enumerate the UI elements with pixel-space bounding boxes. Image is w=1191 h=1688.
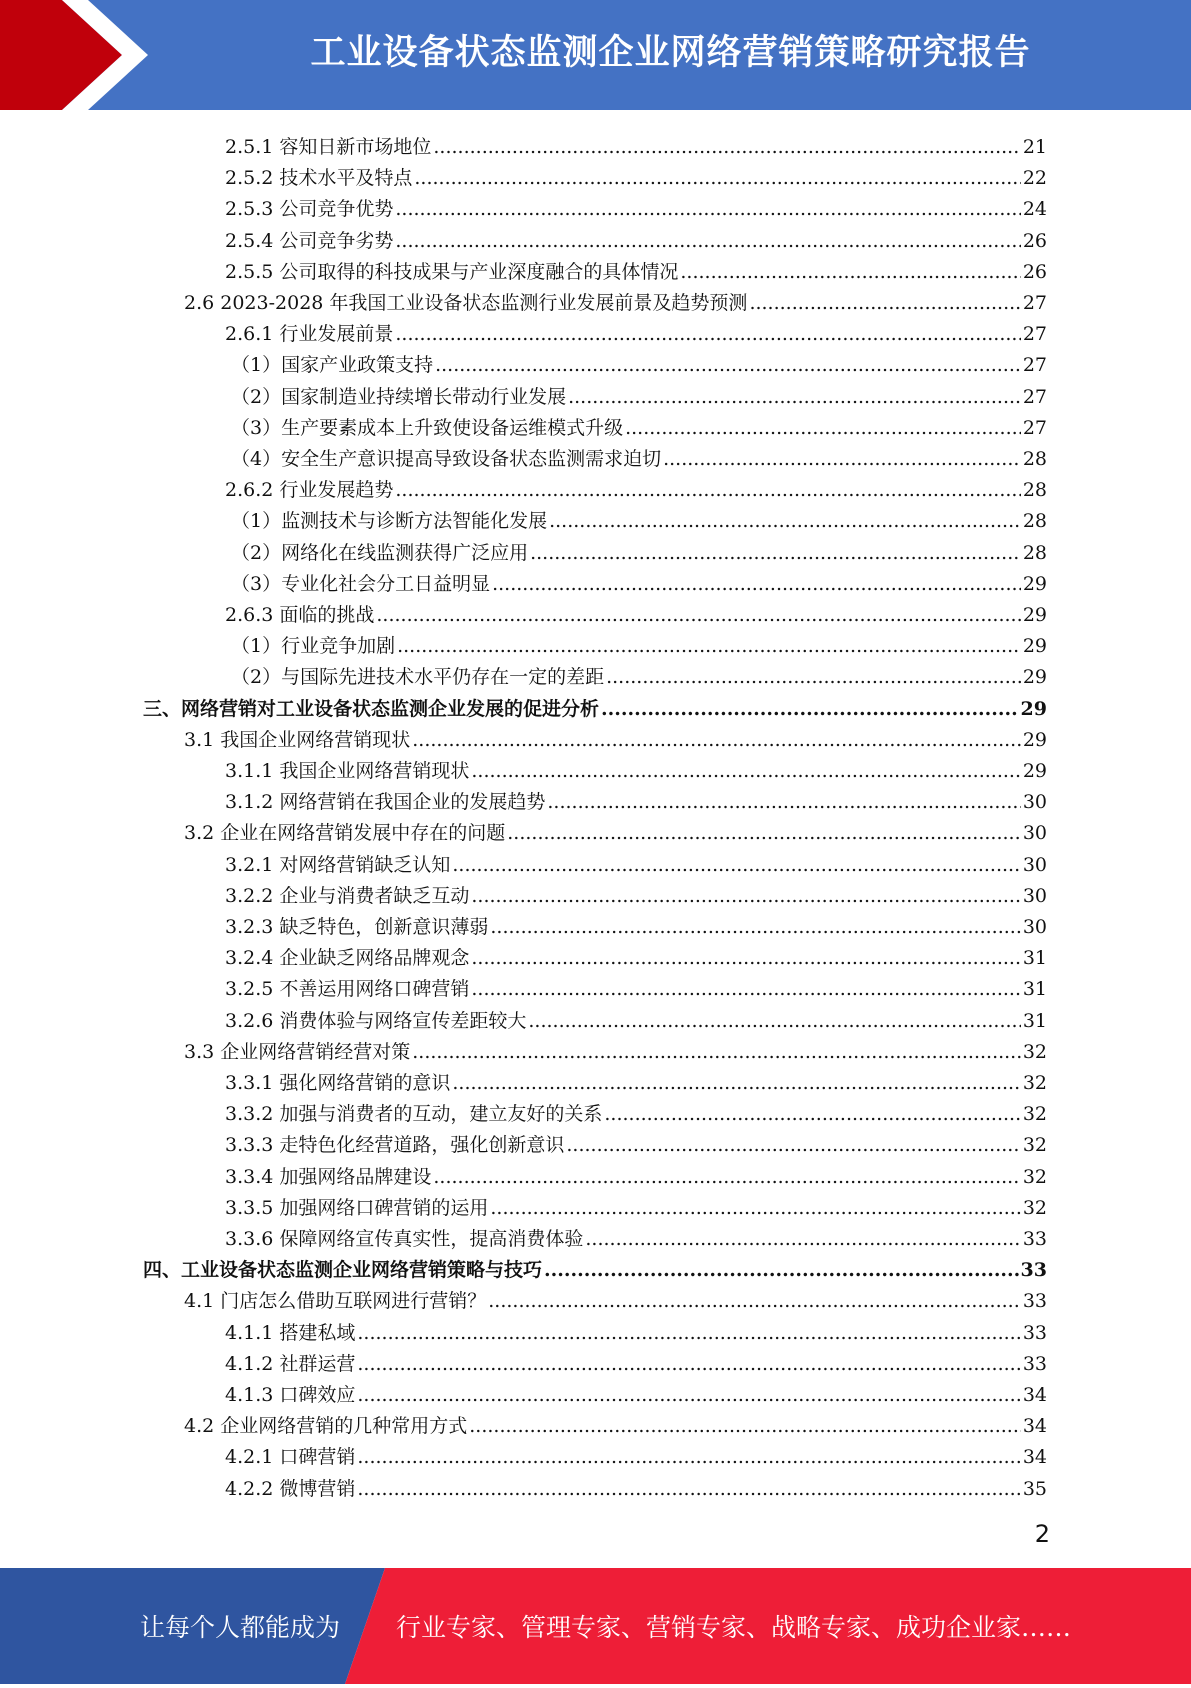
toc-entry[interactable] xyxy=(225,596,1047,627)
toc-entry-page: 34 xyxy=(1022,1415,1047,1438)
toc-entry-label: 3.3 企业网络营销经营对策 xyxy=(184,1040,411,1063)
toc-entry-page: 33 xyxy=(1022,1321,1047,1344)
toc-entry-page: 31 xyxy=(1022,947,1047,970)
toc-dot-leader xyxy=(471,884,1020,908)
toc-entry[interactable] xyxy=(225,253,1047,284)
toc-entry[interactable] xyxy=(225,1220,1047,1251)
toc-entry[interactable] xyxy=(231,534,1047,565)
toc-entry[interactable] xyxy=(231,627,1047,658)
toc-entry[interactable] xyxy=(225,1064,1047,1095)
toc-entry-page: 26 xyxy=(1022,229,1047,252)
toc-entry-page: 33 xyxy=(1022,1352,1047,1375)
toc-entry-page: 21 xyxy=(1022,136,1047,158)
toc-dot-leader xyxy=(433,1165,1020,1189)
toc-entry-page: 29 xyxy=(1022,604,1047,626)
toc-entry[interactable] xyxy=(225,222,1047,253)
toc-dot-leader xyxy=(507,821,1021,845)
toc-entry[interactable] xyxy=(225,877,1047,908)
page-header xyxy=(0,0,1191,110)
toc-dot-leader xyxy=(680,260,1020,284)
toc-entry-label: 2.5.5 公司取得的科技成果与产业深度融合的具体情况 xyxy=(225,260,679,283)
toc-entry[interactable] xyxy=(225,908,1047,939)
toc-entry[interactable] xyxy=(143,690,1047,721)
toc-entry[interactable] xyxy=(225,1189,1047,1220)
toc-entry[interactable] xyxy=(225,190,1047,221)
toc-entry-label: 4.1.2 社群运营 xyxy=(225,1352,356,1375)
toc-entry-page: 34 xyxy=(1022,1384,1047,1406)
toc-entry[interactable] xyxy=(225,1095,1047,1126)
toc-entry-page: 26 xyxy=(1022,260,1047,283)
toc-entry[interactable] xyxy=(225,752,1047,783)
toc-entry[interactable] xyxy=(184,814,1047,845)
toc-entry-label: 3.1.2 网络营销在我国企业的发展趋势 xyxy=(225,791,546,814)
toc-entry-label: 4.1.3 口碑效应 xyxy=(225,1384,356,1406)
toc-entry-page: 30 xyxy=(1022,916,1047,938)
toc-entry-page: 30 xyxy=(1022,884,1047,907)
toc-entry-page: 29 xyxy=(1022,760,1047,782)
toc-entry-label: （1）行业竞争加剧 xyxy=(231,635,396,658)
toc-dot-leader xyxy=(397,634,1021,658)
toc-entry-label: 3.3.3 走特色化经营道路，强化创新意识 xyxy=(225,1134,565,1157)
toc-dot-leader xyxy=(471,977,1020,1001)
toc-entry-page: 28 xyxy=(1022,448,1047,470)
toc-entry-label: 3.3.5 加强网络口碑营销的运用 xyxy=(225,1196,489,1219)
toc-dot-leader xyxy=(452,1071,1020,1095)
toc-dot-leader xyxy=(585,1227,1020,1251)
toc-entry-label: 3.1 我国企业网络营销现状 xyxy=(184,728,411,751)
toc-entry[interactable] xyxy=(184,1407,1047,1438)
toc-entry[interactable] xyxy=(231,658,1047,689)
toc-entry-page: 28 xyxy=(1022,541,1047,564)
toc-entry-label: 2.6 2023-2028 年我国工业设备状态监测行业发展前景及趋势预测 xyxy=(184,292,748,314)
toc-entry-label: 3.3.1 强化网络营销的意识 xyxy=(225,1072,451,1094)
toc-entry[interactable] xyxy=(231,378,1047,409)
toc-entry-label: 3.2.5 不善运用网络口碑营销 xyxy=(225,978,470,1001)
toc-entry-page: 27 xyxy=(1022,416,1047,439)
toc-entry-page: 33 xyxy=(1022,1228,1047,1250)
toc-entry[interactable] xyxy=(225,1470,1047,1501)
toc-entry[interactable] xyxy=(225,128,1047,159)
toc-entry[interactable] xyxy=(184,1033,1047,1064)
toc-entry-page: 27 xyxy=(1022,385,1047,408)
toc-entry-label: 3.2.1 对网络营销缺乏认知 xyxy=(225,853,451,876)
toc-entry-page: 34 xyxy=(1022,1446,1047,1469)
toc-dot-leader xyxy=(663,447,1021,471)
toc-entry-label: 2.6.2 行业发展趋势 xyxy=(225,479,394,502)
toc-entry-label: 3.2.2 企业与消费者缺乏互动 xyxy=(225,884,470,907)
toc-dot-leader xyxy=(395,478,1020,502)
toc-entry[interactable] xyxy=(225,1438,1047,1469)
toc-entry-label: 3.3.4 加强网络品牌建设 xyxy=(225,1165,432,1188)
toc-dot-leader xyxy=(490,1196,1020,1220)
toc-dot-leader xyxy=(606,665,1021,689)
toc-entry[interactable] xyxy=(231,502,1047,533)
toc-entry-label: 3.2 企业在网络营销发展中存在的问题 xyxy=(184,822,506,845)
toc-entry[interactable] xyxy=(225,970,1047,1001)
toc-entry[interactable] xyxy=(231,409,1047,440)
toc-dot-leader xyxy=(469,1414,1021,1438)
page-number: 2 xyxy=(1034,1520,1050,1548)
toc-entry-page: 32 xyxy=(1022,1196,1047,1219)
toc-entry[interactable] xyxy=(184,284,1047,315)
toc-entry[interactable] xyxy=(225,783,1047,814)
toc-entry-page: 30 xyxy=(1022,822,1047,845)
toc-entry-label: （3）生产要素成本上升致使设备运维模式升级 xyxy=(231,416,624,439)
toc-entry-label: 3.3.2 加强与消费者的互动，建立友好的关系 xyxy=(225,1103,603,1126)
toc-entry[interactable] xyxy=(184,1282,1047,1313)
toc-entry-label: 3.1.1 我国企业网络营销现状 xyxy=(225,760,470,782)
toc-dot-leader xyxy=(357,1352,1020,1376)
toc-entry-page: 29 xyxy=(1022,728,1047,751)
page-footer xyxy=(0,1568,1191,1684)
toc-entry-label: （2）与国际先进技术水平仍存在一定的差距 xyxy=(231,666,605,689)
toc-entry-page: 28 xyxy=(1022,510,1047,533)
toc-dot-leader xyxy=(490,915,1020,939)
toc-entry-label: （3）专业化社会分工日益明显 xyxy=(231,572,491,595)
toc-dot-leader xyxy=(604,1102,1020,1126)
toc-entry-label: 3.2.6 消费体验与网络宣传差距较大 xyxy=(225,1009,527,1032)
toc-dot-leader xyxy=(625,416,1021,440)
toc-entry[interactable] xyxy=(225,1126,1047,1157)
toc-dot-leader xyxy=(357,1321,1020,1345)
toc-dot-leader xyxy=(528,1009,1020,1033)
toc-entry-page: 28 xyxy=(1022,479,1047,502)
toc-entry-page: 32 xyxy=(1022,1040,1047,1063)
toc-dot-leader xyxy=(601,697,1019,721)
toc-dot-leader xyxy=(471,946,1020,970)
toc-entry-label: （4）安全生产意识提高导致设备状态监测需求迫切 xyxy=(231,448,662,470)
toc-dot-leader xyxy=(749,291,1020,315)
toc-dot-leader xyxy=(414,166,1020,190)
toc-entry[interactable] xyxy=(231,440,1047,471)
toc-dot-leader xyxy=(433,135,1020,159)
toc-entry-page: 32 xyxy=(1022,1165,1047,1188)
toc-entry-label: （2）国家制造业持续增长带动行业发展 xyxy=(231,385,567,408)
toc-entry-label: 3.3.6 保障网络宣传真实性，提高消费体验 xyxy=(225,1228,584,1250)
toc-entry-page: 27 xyxy=(1022,354,1047,377)
toc-dot-leader xyxy=(544,1258,1019,1282)
toc-dot-leader xyxy=(566,1133,1020,1157)
toc-entry-page: 31 xyxy=(1022,1009,1047,1032)
toc-entry[interactable] xyxy=(184,721,1047,752)
toc-entry-label: 3.2.3 缺乏特色，创新意识薄弱 xyxy=(225,916,489,938)
toc-entry-label: 2.6.1 行业发展前景 xyxy=(225,323,394,346)
toc-entry[interactable] xyxy=(225,159,1047,190)
toc-entry[interactable] xyxy=(231,346,1047,377)
toc-dot-leader xyxy=(471,759,1020,783)
toc-dot-leader xyxy=(488,1289,1021,1313)
toc-dot-leader xyxy=(412,728,1021,752)
toc-dot-leader xyxy=(530,541,1021,565)
toc-entry-page: 29 xyxy=(1020,697,1047,720)
toc-entry-page: 24 xyxy=(1022,198,1047,221)
toc-dot-leader xyxy=(357,1383,1020,1407)
toc-entry-label: 2.5.2 技术水平及特点 xyxy=(225,167,413,190)
toc-entry[interactable] xyxy=(225,1158,1047,1189)
toc-entry-page: 29 xyxy=(1022,572,1047,595)
toc-dot-leader xyxy=(412,1040,1021,1064)
toc-entry-page: 35 xyxy=(1022,1477,1047,1500)
toc-entry[interactable] xyxy=(225,315,1047,346)
toc-entry-page: 31 xyxy=(1022,978,1047,1001)
toc-entry-page: 30 xyxy=(1022,853,1047,876)
toc-entry-label: 2.5.3 公司竞争优势 xyxy=(225,198,394,221)
toc-entry-label: 4.2.1 口碑营销 xyxy=(225,1446,356,1469)
toc-entry-page: 32 xyxy=(1022,1103,1047,1126)
toc-entry-label: （1）国家产业政策支持 xyxy=(231,354,434,377)
report-title: 工业设备状态监测企业网络营销策略研究报告 xyxy=(310,33,1031,73)
toc-entry-label: 四、工业设备状态监测企业网络营销策略与技巧 xyxy=(143,1259,543,1282)
footer-slogan-right: 行业专家、管理专家、营销专家、战略专家、成功企业家…… xyxy=(396,1613,1072,1642)
toc-dot-leader xyxy=(492,572,1021,596)
toc-entry-label: 3.2.4 企业缺乏网络品牌观念 xyxy=(225,947,470,970)
toc-entry-page: 27 xyxy=(1022,292,1047,314)
toc-dot-leader xyxy=(547,790,1020,814)
toc-entry[interactable] xyxy=(225,1345,1047,1376)
toc-dot-leader xyxy=(376,603,1020,627)
toc-entry[interactable] xyxy=(225,1376,1047,1407)
toc-dot-leader xyxy=(549,509,1021,533)
toc-entry[interactable] xyxy=(225,846,1047,877)
toc-entry-page: 33 xyxy=(1022,1290,1047,1313)
toc-entry-label: 2.5.1 容知日新市场地位 xyxy=(225,136,432,158)
header-chevron-decoration xyxy=(0,0,170,110)
toc-entry-page: 22 xyxy=(1022,167,1047,190)
footer-slogan-left: 让每个人都能成为 xyxy=(140,1613,341,1642)
toc-entry-page: 32 xyxy=(1022,1134,1047,1157)
toc-entry[interactable] xyxy=(231,565,1047,596)
toc-entry-label: 2.6.3 面临的挑战 xyxy=(225,604,375,626)
toc-dot-leader xyxy=(395,229,1020,253)
toc-dot-leader xyxy=(435,353,1021,377)
toc-dot-leader xyxy=(357,1477,1020,1501)
toc-entry-page: 29 xyxy=(1022,635,1047,658)
toc-entry-label: （2）网络化在线监测获得广泛应用 xyxy=(231,541,529,564)
toc-dot-leader xyxy=(395,197,1020,221)
toc-entry-label: 三、网络营销对工业设备状态监测企业发展的促进分析 xyxy=(143,697,600,720)
toc-dot-leader xyxy=(395,322,1020,346)
toc-entry-page: 33 xyxy=(1020,1259,1047,1282)
toc-entry[interactable] xyxy=(225,471,1047,502)
toc-entry[interactable] xyxy=(143,1251,1047,1282)
toc-entry-page: 27 xyxy=(1022,323,1047,346)
toc-entry-label: （1）监测技术与诊断方法智能化发展 xyxy=(231,510,548,533)
toc-dot-leader xyxy=(452,853,1020,877)
toc-entry-label: 4.1.1 搭建私域 xyxy=(225,1321,356,1344)
toc-dot-leader xyxy=(568,385,1021,409)
toc-entry[interactable] xyxy=(225,1314,1047,1345)
toc-entry-label: 4.1 门店怎么借助互联网进行营销？ xyxy=(184,1290,487,1313)
toc-entry[interactable] xyxy=(225,939,1047,970)
toc-entry-page: 29 xyxy=(1022,666,1047,689)
toc-entry-label: 2.5.4 公司竞争劣势 xyxy=(225,229,394,252)
toc-entry-page: 30 xyxy=(1022,791,1047,814)
toc-entry-label: 4.2.2 微博营销 xyxy=(225,1477,356,1500)
toc-entry[interactable] xyxy=(225,1002,1047,1033)
toc-entry-page: 32 xyxy=(1022,1072,1047,1094)
toc-entry-label: 4.2 企业网络营销的几种常用方式 xyxy=(184,1415,468,1438)
toc-dot-leader xyxy=(357,1445,1020,1469)
